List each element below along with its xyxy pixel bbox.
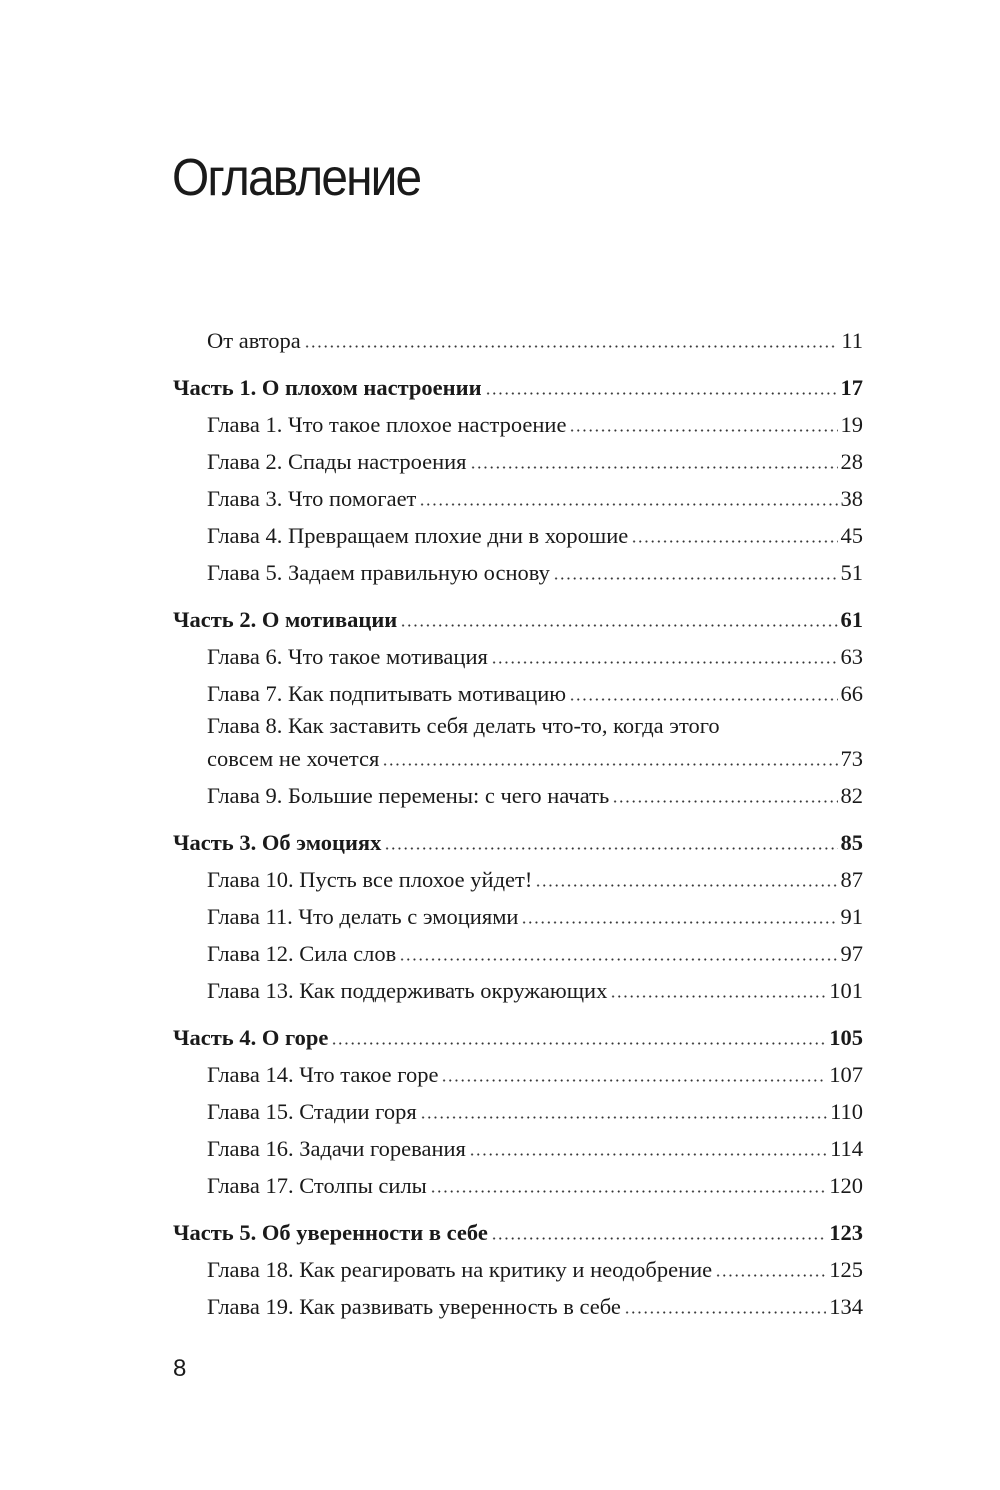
toc-entry-title: Глава 17. Столпы силы (207, 1173, 427, 1198)
dot-leader (419, 503, 837, 506)
dot-leader (384, 847, 837, 850)
toc-entry-title: Часть 2. О мотивации (173, 607, 398, 632)
dot-leader (491, 1237, 826, 1240)
toc-entry-title: Глава 4. Превращаем плохие дни в хорошие (207, 523, 629, 548)
page-number: 8 (173, 1355, 187, 1382)
toc-entry-page: 63 (840, 644, 863, 669)
dot-leader (491, 661, 838, 664)
toc-chapter-entry (173, 322, 863, 359)
dot-leader (610, 995, 826, 998)
toc-entry-title: Глава 9. Большие перемены: с чего начать (207, 783, 610, 808)
toc-part-entry (173, 1214, 863, 1251)
dot-leader (420, 1116, 827, 1119)
toc-entry-title: Глава 16. Задачи горевания (207, 1136, 466, 1161)
toc-entry-title: Часть 4. О горе (173, 1025, 329, 1050)
toc-chapter-entry (173, 517, 863, 554)
toc-entry-title: Глава 14. Что такое горе (207, 1062, 439, 1087)
toc-entry-title: Глава 13. Как поддерживать окружающих (207, 978, 608, 1003)
toc-entry-page: 87 (840, 867, 863, 892)
toc-chapter-entry (173, 972, 863, 1009)
toc-chapter-entry (173, 1130, 863, 1167)
dot-leader (569, 429, 837, 432)
toc-entry-page: 123 (829, 1220, 863, 1245)
toc-entry-title: Глава 18. Как реагировать на критику и неодобрение (207, 1257, 713, 1282)
toc-entry-page: 97 (840, 941, 863, 966)
toc-entry-title: Глава 12. Сила слов (207, 941, 397, 966)
toc-chapter-entry (173, 935, 863, 972)
toc-part-entry (173, 601, 863, 638)
dot-leader (631, 540, 837, 543)
toc-entry-page: 66 (840, 681, 863, 706)
toc-chapter-entry (173, 861, 863, 898)
dot-leader (553, 577, 838, 580)
toc-chapter-entry (173, 638, 863, 675)
toc-entry-title: Глава 7. Как подпитывать мотивацию (207, 681, 567, 706)
dot-leader (470, 466, 838, 469)
toc-entry-page: 125 (829, 1257, 863, 1282)
toc-entry-page: 19 (840, 412, 863, 437)
toc-chapter-entry (173, 443, 863, 480)
toc-entry-page: 114 (830, 1136, 863, 1161)
toc-entry-title: Глава 19. Как развивать уверенность в себе (207, 1294, 621, 1319)
toc-entry-title: Глава 5. Задаем правильную основу (207, 560, 550, 585)
toc-entry-title: Часть 5. Об уверенности в себе (173, 1220, 488, 1245)
page-title: Оглавление (172, 149, 421, 207)
dot-leader (382, 763, 837, 766)
toc-entry-title: Глава 1. Что такое плохое настроение (207, 412, 567, 437)
toc-chapter-entry (173, 1056, 863, 1093)
dot-leader (399, 958, 837, 961)
dot-leader (535, 884, 837, 887)
table-of-contents (173, 322, 863, 1325)
toc-chapter-entry (173, 554, 863, 591)
toc-entry-page: 101 (829, 978, 863, 1003)
dot-leader (624, 1311, 826, 1314)
toc-entry-page: 107 (829, 1062, 863, 1087)
dot-leader (469, 1153, 827, 1156)
toc-entry-title: Глава 3. Что помогает (207, 486, 417, 511)
toc-entry-page: 38 (840, 486, 863, 511)
dot-leader (569, 698, 837, 701)
toc-entry-page: 28 (840, 449, 863, 474)
toc-chapter-entry (173, 1288, 863, 1325)
toc-entry-page: 51 (840, 560, 863, 585)
toc-entry-title-line: Глава 8. Как заставить себя делать что-то, когда этого (207, 713, 720, 738)
toc-entry-page: 134 (829, 1294, 863, 1319)
toc-entry-title: Часть 3. Об эмоциях (173, 830, 382, 855)
toc-entry-page: 17 (840, 375, 863, 400)
toc-chapter-entry (173, 1093, 863, 1130)
dot-leader (441, 1079, 826, 1082)
toc-chapter-entry (173, 675, 863, 712)
toc-chapter-entry (173, 480, 863, 517)
toc-entry-page: 45 (840, 523, 863, 548)
dot-leader (430, 1190, 826, 1193)
toc-entry-title: Глава 11. Что делать с эмоциями (207, 904, 519, 929)
dot-leader (485, 392, 838, 395)
toc-entry-page: 73 (840, 746, 863, 771)
toc-chapter-entry (173, 406, 863, 443)
toc-entry-title: Часть 1. О плохом настроении (173, 375, 482, 400)
dot-leader (331, 1042, 826, 1045)
toc-part-entry (173, 369, 863, 406)
toc-chapter-entry (173, 1167, 863, 1204)
toc-entry-title: совсем не хочется (207, 746, 380, 771)
dot-leader (400, 624, 837, 627)
toc-entry-page: 11 (841, 328, 863, 353)
toc-entry-title: Глава 6. Что такое мотивация (207, 644, 488, 669)
toc-entry-page: 85 (840, 830, 863, 855)
toc-chapter-entry (173, 740, 863, 777)
toc-entry-page: 105 (829, 1025, 863, 1050)
toc-chapter-entry (173, 777, 863, 814)
toc-entry-title: Глава 10. Пусть все плохое уйдет! (207, 867, 533, 892)
toc-entry-page: 82 (840, 783, 863, 808)
toc-entry-title: Глава 15. Стадии горя (207, 1099, 417, 1124)
toc-part-entry (173, 1019, 863, 1056)
toc-chapter-entry (173, 898, 863, 935)
dot-leader (521, 921, 837, 924)
toc-entry-page: 61 (840, 607, 863, 632)
toc-entry-page: 110 (830, 1099, 863, 1124)
toc-chapter-entry (173, 1251, 863, 1288)
toc-part-entry (173, 824, 863, 861)
dot-leader (715, 1274, 826, 1277)
toc-entry-title: От автора (207, 328, 301, 353)
dot-leader (612, 800, 837, 803)
toc-entry-page: 91 (840, 904, 863, 929)
dot-leader (304, 345, 839, 348)
toc-entry-title: Глава 2. Спады настроения (207, 449, 467, 474)
toc-entry-page: 120 (829, 1173, 863, 1198)
